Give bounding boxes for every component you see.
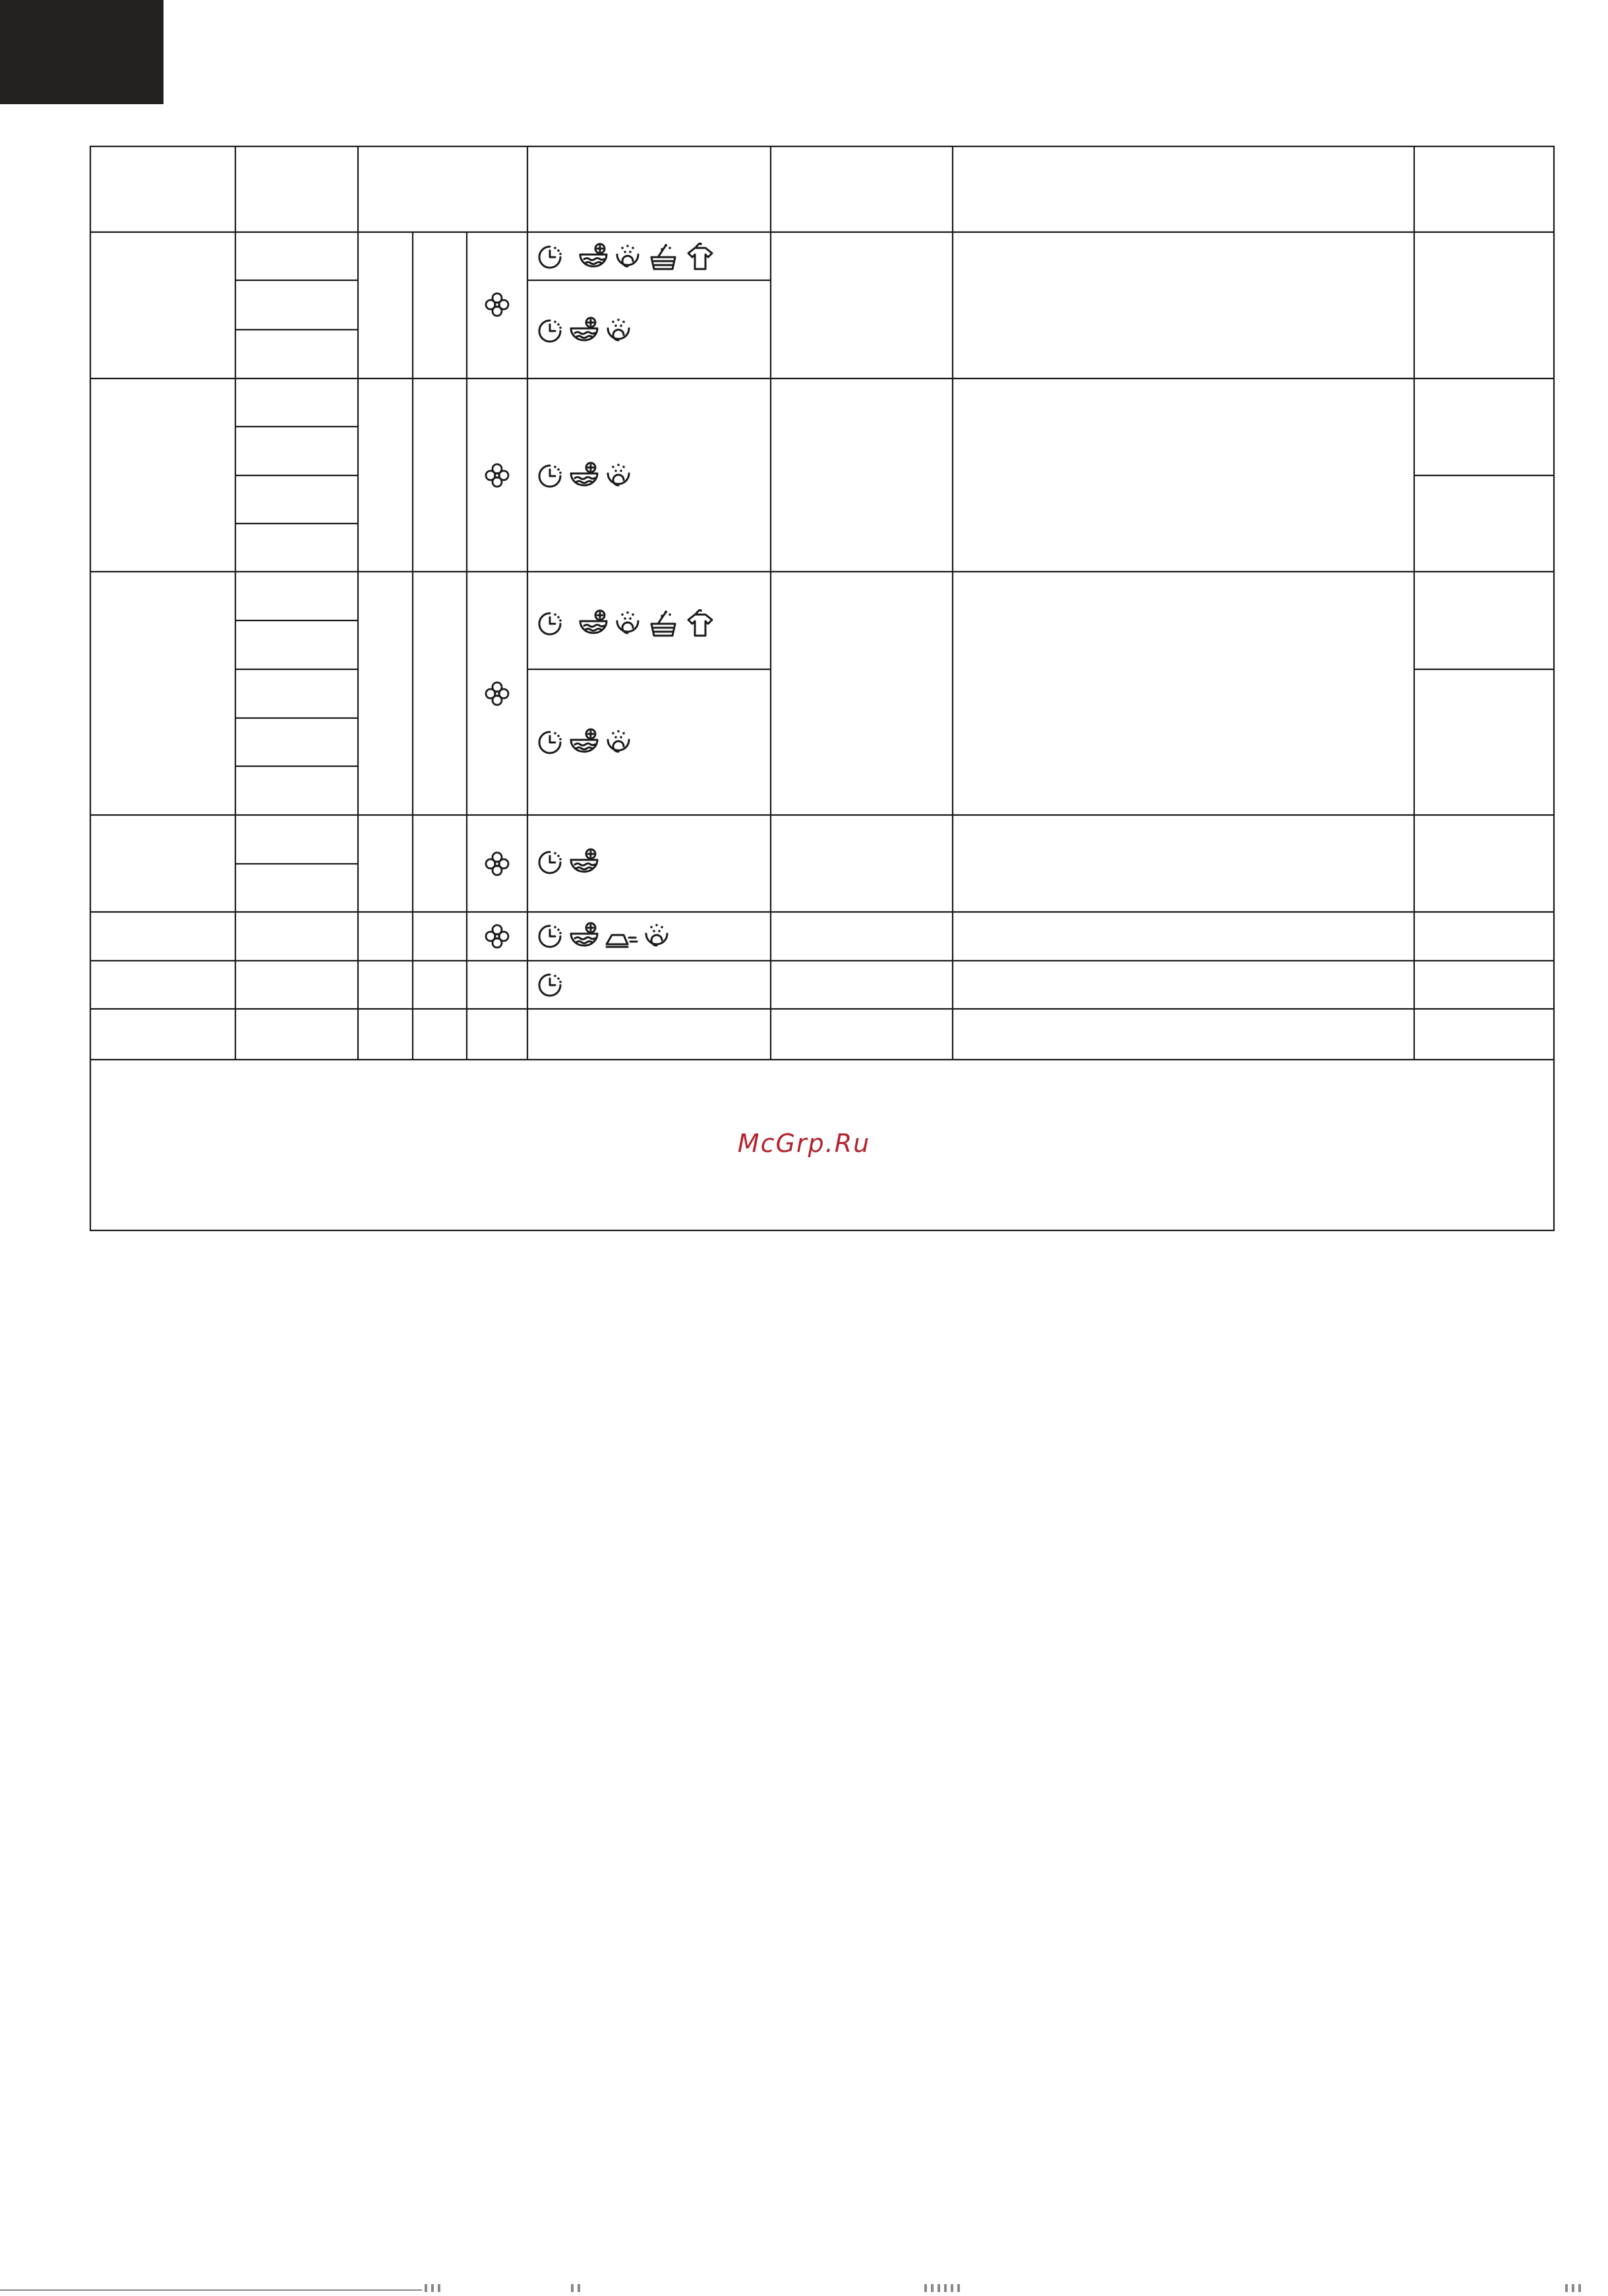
wash-basin-plus-icon [578,243,609,272]
clock-timer-icon [535,243,564,272]
clock-timer-icon [535,728,564,757]
anti-crease-icon [646,609,680,638]
wash-basin-plus-icon [568,462,600,491]
rinse-dots-icon [613,609,642,638]
footer-rule [0,2289,422,2291]
clock-timer-icon [535,317,564,346]
footer-marks [1565,2284,1581,2293]
icon-row-1 [535,241,716,273]
icon-row-2 [535,315,633,347]
rinse-dots-icon [604,728,633,757]
footer-marks [571,2284,580,2293]
rinse-dots-icon [604,317,633,346]
extra-rinse-flower-icon [484,291,510,318]
clock-timer-icon [535,462,564,491]
wash-basin-plus-icon [568,728,600,757]
icon-row-3 [535,460,633,492]
clock-timer-icon [535,971,564,1000]
extra-rinse-flower-icon [484,851,510,877]
icon-row-6 [535,847,600,878]
wash-basin-plus-icon [568,848,600,877]
anti-crease-icon [646,243,680,272]
extra-rinse-flower-icon [484,462,510,489]
shirt-icon [684,243,716,272]
wash-basin-plus-icon [578,609,609,638]
extra-rinse-flower-icon [484,923,510,950]
table-frame [90,146,1554,1230]
wash-basin-plus-icon [568,317,600,346]
quick-wash-icon [604,922,638,951]
footer-marks [924,2284,960,2293]
rinse-dots-icon [604,462,633,491]
clock-timer-icon [535,848,564,877]
icon-row-4 [535,608,716,640]
rinse-dots-icon [613,243,642,272]
footer-marks [425,2284,440,2293]
watermark-text: McGrp.Ru [737,1129,871,1158]
icon-row-8 [535,969,564,1001]
wash-basin-plus-icon [568,922,600,951]
icon-row-7 [535,921,671,952]
clock-timer-icon [535,922,564,951]
shirt-icon [684,609,716,638]
clock-timer-icon [535,609,564,638]
extra-rinse-flower-icon [484,680,510,707]
icon-row-5 [535,727,633,758]
rinse-dots-icon [642,922,671,951]
